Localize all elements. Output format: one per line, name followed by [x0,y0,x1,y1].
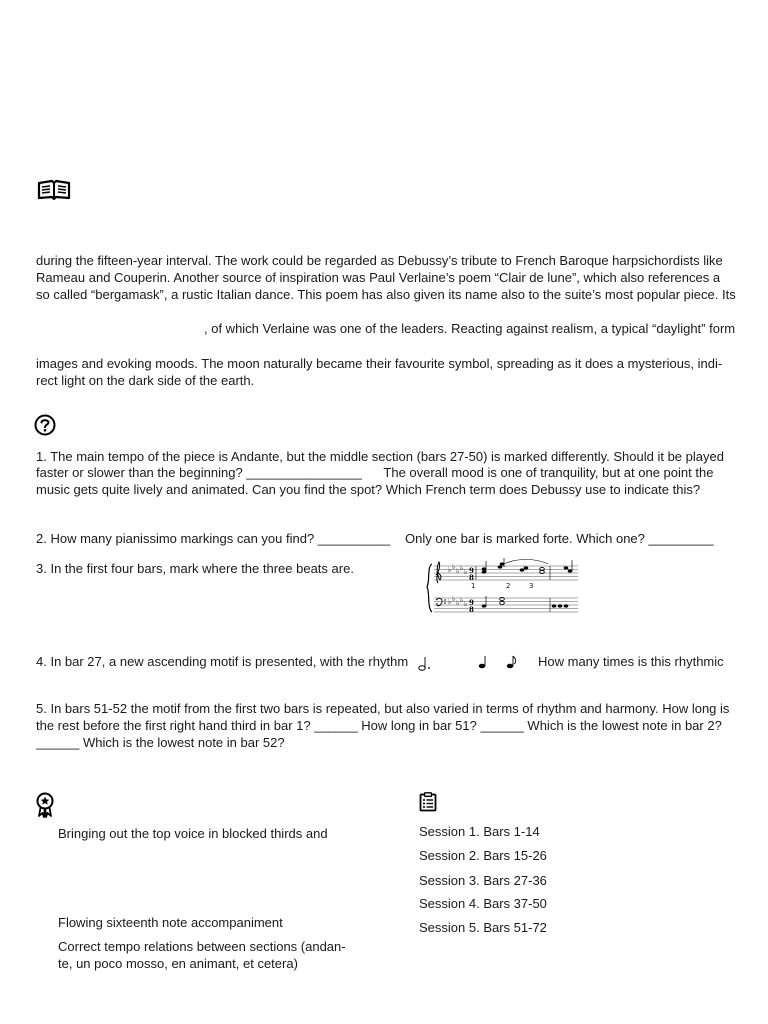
question-2-text: 2. How many pianissimo markings can you find? __________ [36,531,391,546]
svg-text:9: 9 [469,598,474,607]
svg-text:8: 8 [469,573,474,582]
beat-number: 3 [529,582,534,590]
svg-text:♭: ♭ [448,598,452,606]
goal-item: te, un poco mosso, en animant, et cetera) [58,956,298,971]
question-1-line: 1. The main tempo of the piece is Andante, but the middle section (bars 27-50) is marked differently. Should it be played [36,449,724,464]
svg-text:♭: ♭ [456,599,460,607]
session-item: Session 1. Bars 1-14 [419,824,540,839]
award-ribbon-icon [36,792,54,818]
question-2b-text: Only one bar is marked forte. Which one? _________ [405,531,714,546]
intro-line: , of which Verlaine was one of the leaders. Reacting against realism, a typical “daylight” form [204,321,736,336]
svg-text:♭: ♭ [448,566,452,574]
svg-text:♭: ♭ [460,564,464,572]
beat-number: 2 [506,582,511,590]
question-5-line: the rest before the first right hand third in bar 1? ______ How long in bar 51? ______ Which is the lowest note in bar 2? [36,718,722,733]
beat-number: 1 [471,582,476,590]
svg-text:♭: ♭ [464,600,468,608]
intro-line: so called “bergamask”, a rustic Italian dance. This poem has also given its name also to the suite’s most popular piece. Its [36,287,736,302]
question-4b-text: How many times is this rhythmic [538,654,724,669]
svg-text:♭: ♭ [464,568,468,576]
svg-text:8: 8 [469,605,474,614]
svg-text:♭: ♭ [460,596,464,604]
goal-item: Flowing sixteenth note accompaniment [58,915,283,930]
intro-line: images and evoking moods. The moon naturally became their favourite symbol, spreading as it does a mysterious, indi- [36,356,723,371]
question-1-line: faster or slower than the beginning? ________________ The overall mood is one of tranquility, but at one point the [36,465,714,480]
question-1-line: music gets quite lively and animated. Can you find the spot? Which French term does Debussy use to indicate this? [36,482,701,497]
session-item: Session 4. Bars 37-50 [419,896,547,911]
rhythm-figure [414,650,526,680]
svg-text:♭: ♭ [452,563,456,571]
session-item: Session 5. Bars 51-72 [419,920,547,935]
question-5-line: 5. In bars 51-52 the motif from the first two bars is repeated, but also varied in terms of rhythm and harmony. How long is [36,701,730,716]
clipboard-list-icon [419,792,437,812]
goal-item: Bringing out the top voice in blocked thirds and [58,826,328,841]
svg-text:♭: ♭ [456,567,460,575]
session-item: Session 3. Bars 27-36 [419,873,547,888]
intro-line: rect light on the dark side of the earth. [36,373,255,388]
svg-text:♭: ♭ [452,595,456,603]
open-book-icon [37,179,71,201]
svg-text:9: 9 [469,566,474,575]
question-mark-icon [34,414,56,436]
intro-line: Rameau and Couperin. Another source of inspiration was Paul Verlaine’s poem “Clair de lune”, which also references a [36,270,721,285]
question-3-text: 3. In the first four bars, mark where the three beats are. [36,561,354,576]
session-item: Session 2. Bars 15-26 [419,848,547,863]
score-excerpt [426,556,580,618]
goal-item: Correct tempo relations between sections (andan- [58,939,346,954]
intro-line: during the fifteen-year interval. The work could be regarded as Debussy’s tribute to French Baroque harpsichordists like [36,253,723,268]
question-5-line: ______ Which is the lowest note in bar 52? [36,735,285,750]
question-4-text: 4. In bar 27, a new ascending motif is presented, with the rhythm [36,654,409,669]
